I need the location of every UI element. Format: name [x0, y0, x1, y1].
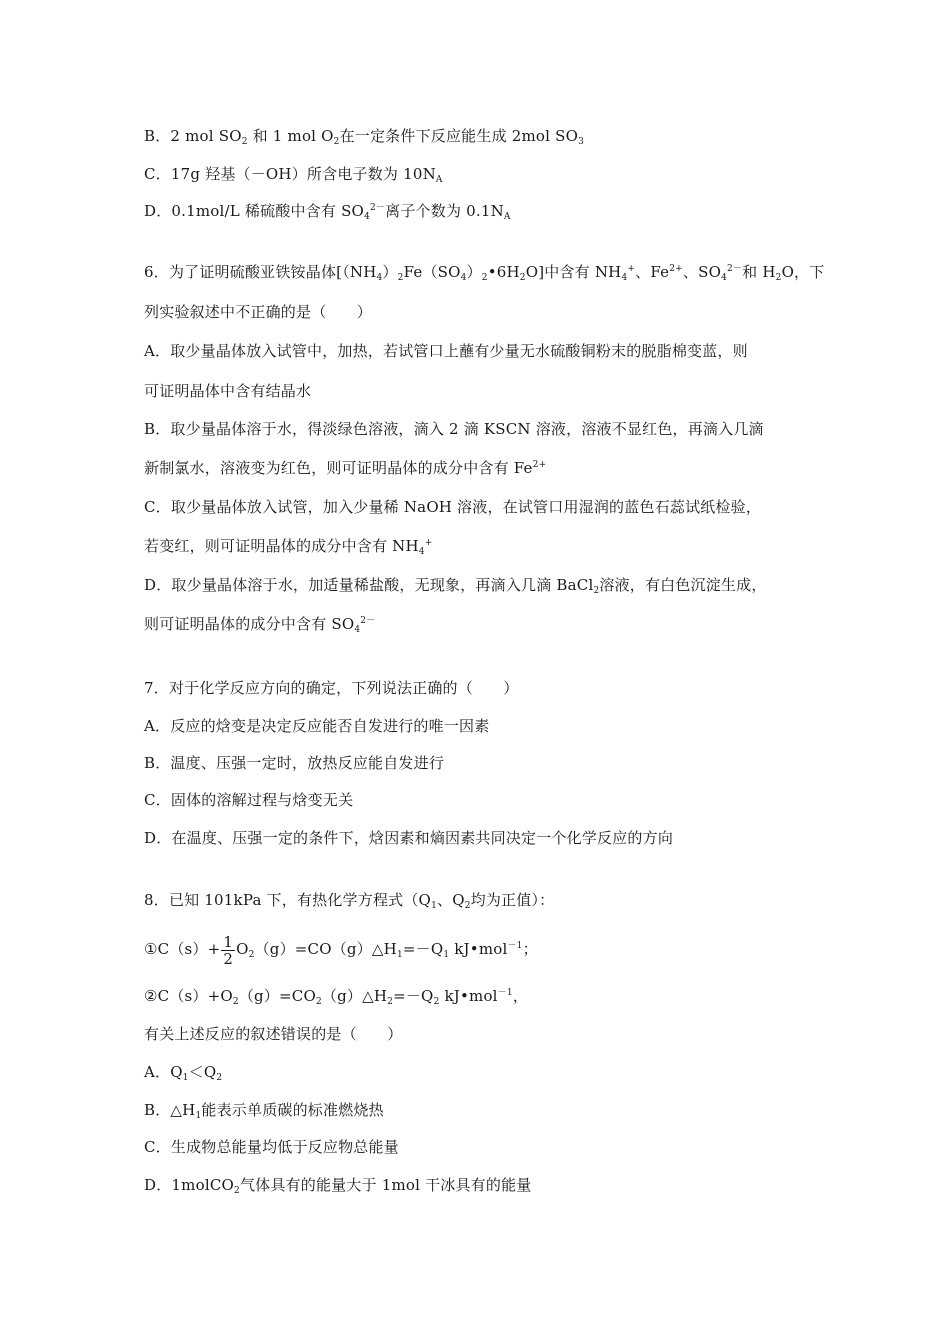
- q7-option-b: B．温度、压强一定时，放热反应能自发进行: [144, 754, 445, 772]
- q5-option-d: D．0.1mol/L 稀硫酸中含有 $SO_4^{2-}$离子个数为 $0.1N_A$: [144, 202, 511, 222]
- q6-option-c-line1: C．取少量晶体放入试管，加入少量稀 NaOH 溶液，在试管口用湿润的蓝色石蕊试纸检验，: [144, 498, 762, 516]
- q7-stem: 7．对于化学反应方向的确定，下列说法正确的（ ）: [144, 679, 519, 697]
- q8-equation-1: ①C（s）+ $\frac{1}{2}$ $O_2(g)=CO(g)\triangle H_1=-Q_1$ kJ•mol$^{-1}$；: [144, 932, 538, 968]
- q8-option-b: B．$\triangle H_1$能表示单质碳的标准燃烧热: [144, 1101, 384, 1121]
- q7-option-a: A．反应的焓变是决定反应能否自发进行的唯一因素: [144, 717, 490, 735]
- q5-option-b: B．2 mol $SO_2$ 和 1 mol $O_2$在一定条件下反应能生成 2mol $SO_3$: [144, 127, 585, 147]
- q8-equation-2: $②C(s)+O_2(g)=CO_2(g)\triangle H_2=-Q_2$ kJ•mol$^{-1}$，: [144, 987, 529, 1007]
- q6-option-d-line2: 则可证明晶体的成分中含有 $SO_4^{2-}$: [144, 615, 376, 635]
- q8-stem-2: 有关上述反应的叙述错误的是（ ）: [144, 1025, 403, 1043]
- q6-option-b-line1: B．取少量晶体溶于水，得淡绿色溶液，滴入 2 滴 KSCN 溶液，溶液不显红色，再滴入几滴: [144, 420, 764, 438]
- q8-option-a: A．$Q_1<Q_2$: [144, 1063, 223, 1083]
- q5-option-c: C．17g 羟基（－OH）所含电子数为 $10N_A$: [144, 165, 443, 185]
- q6-option-c-line2: 若变红，则可证明晶体的成分中含有 $NH_4^+$: [144, 537, 433, 557]
- q6-stem-line2: 列实验叙述中不正确的是（ ）: [144, 303, 373, 321]
- q8-option-c: C．生成物总能量均低于反应物总能量: [144, 1138, 399, 1156]
- q6-stem-line1: 6．为了证明硫酸亚铁铵晶体$[(NH_4)_2Fe(SO_4)_2•6H_2O]$中含有 $NH_4^+$、$Fe^{2+}$、$SO_4^{2-}$和 $H_2O$，下: [144, 263, 825, 283]
- q6-option-d-line1: D．取少量晶体溶于水，加适量稀盐酸，无现象，再滴入几滴 BaCl$_2$溶液，有白色沉淀生成，: [144, 576, 767, 596]
- q8-option-d: D．1molCO$_2$气体具有的能量大于 1mol 干冰具有的能量: [144, 1176, 532, 1196]
- q6-option-b-line2: 新制氯水，溶液变为红色，则可证明晶体的成分中含有 $Fe^{2+}$: [144, 459, 547, 477]
- q6-option-a-line2: 可证明晶体中含有结晶水: [144, 382, 312, 400]
- q6-option-a-line1: A．取少量晶体放入试管中，加热，若试管口上蘸有少量无水硫酸铜粉末的脱脂棉变蓝，则: [144, 342, 748, 360]
- q8-stem: 8．已知 101kPa 下，有热化学方程式（$Q_1$、$Q_2$均为正值）：: [144, 891, 555, 911]
- fraction-one-half: $\frac{1}{2}$: [223, 932, 234, 968]
- q7-option-c: C．固体的溶解过程与焓变无关: [144, 791, 354, 809]
- q7-option-d: D．在温度、压强一定的条件下，焓因素和熵因素共同决定一个化学反应的方向: [144, 829, 674, 847]
